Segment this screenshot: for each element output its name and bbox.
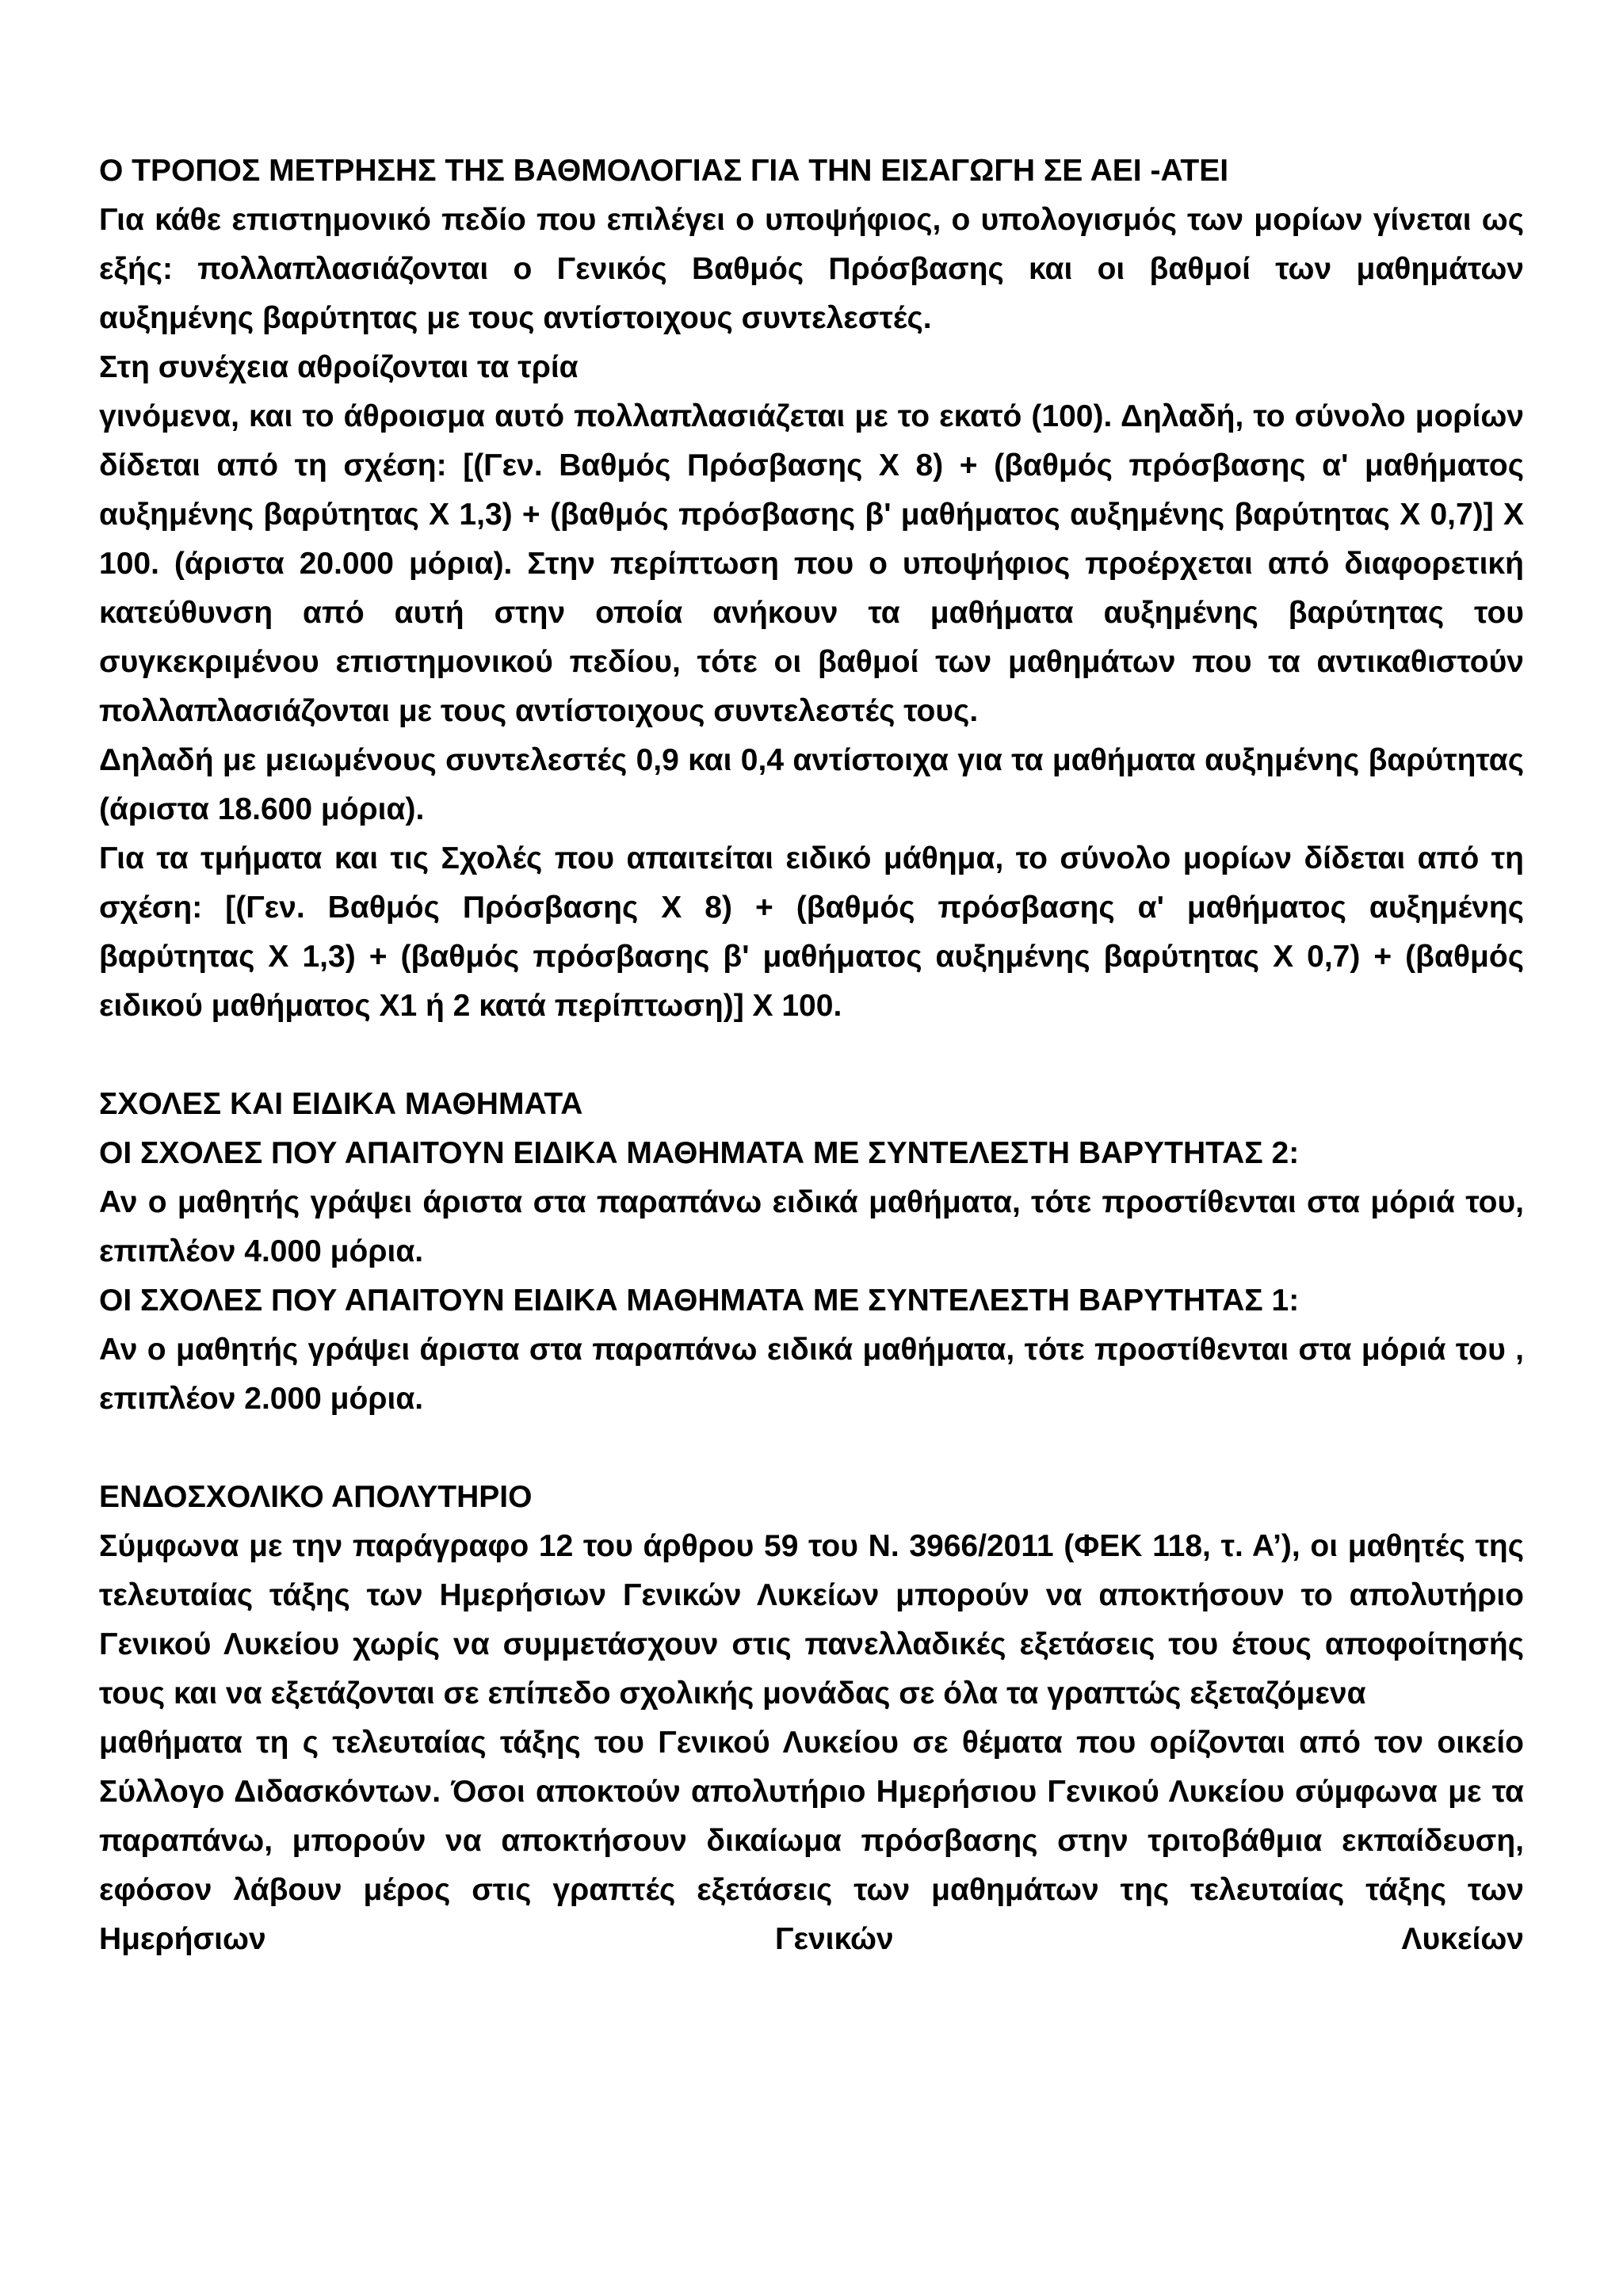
- paragraph-diploma-access: μαθήματα τη ς τελευταίας τάξης του Γενικού Λυκείου σε θέματα που ορίζονται από τον οικείο Σύλλογο Διδασκόντων. Όσοι αποκτούν απολυτήριο Ημερήσιου Γενικού Λυκείου σύμφωνα με τα παραπάνω, μπορούν να αποκτήσουν δικαίωμα πρόσβασης στην τριτοβάθμια εκπαίδευση, εφόσον λάβουν μέρος στις γραπτές εξετάσεις των μαθημάτων της τελευταίας τάξης των Ημερήσιων Γενικών Λυκείων: [99, 1726, 1524, 1956]
- paragraph-diploma-law: Σύμφωνα με την παράγραφο 12 του άρθρου 59 του Ν. 3966/2011 (ΦΕΚ 118, τ. Α’), οι μαθητές της τελευταίας τάξης των Ημερήσιων Γενικών Λυκείων μπορούν να αποκτήσουν το απολυτήριο Γενικού Λυκείου χωρίς να συμμετάσχουν στις πανελλαδικές εξετάσεις του έτους αποφοίτησής τους και να εξετάζονται σε επίπεδο σχολικής μονάδας σε όλα τα γραπτώς εξεταζόμενα: [99, 1529, 1524, 1711]
- spacer: [99, 1031, 1524, 1080]
- paragraph-special-subject-formula: Για τα τμήματα και τις Σχολές που απαιτείται ειδικό μάθημα, το σύνολο μορίων δίδεται από τη σχέση: [(Γεν. Βαθμός Πρόσβασης Χ 8) + (βαθμός πρόσβασης α' μαθήματος αυξημένης βαρύτητας Χ 1,3) + (βαθμός πρόσβασης β' μαθήματος αυξημένης βαρύτητας Χ 0,7) + (βαθμός ειδικού μαθήματος Χ1 ή 2 κατά περίπτωση)] Χ 100.: [99, 841, 1524, 1023]
- section-heading-special-subjects: ΣΧΟΛΕΣ ΚΑΙ ΕΙΔΙΚΑ ΜΑΘΗΜΑΤΑ: [99, 1087, 583, 1121]
- paragraph-bonus-4000: Αν ο μαθητής γράψει άριστα στα παραπάνω ειδικά μαθήματα, τότε προστίθενται στα μόριά του, επιπλέον 4.000 μόρια.: [99, 1185, 1524, 1268]
- paragraph-reduced-coefficients: Δηλαδή με μειωμένους συντελεστές 0,9 και 0,4 αντίστοιχα για τα μαθήματα αυξημένης βαρύτητας (άριστα 18.600 μόρια).: [99, 743, 1524, 826]
- subheading-coefficient-2: ΟΙ ΣΧΟΛΕΣ ΠΟΥ ΑΠΑΙΤΟΥΝ ΕΙΔΙΚΑ ΜΑΘΗΜΑΤΑ ΜΕ ΣΥΝΤΕΛΕΣΤΗ ΒΑΡΥΤΗΤΑΣ 2:: [99, 1136, 1300, 1170]
- spacer: [99, 1424, 1524, 1473]
- paragraph-grading-formula: γινόμενα, και το άθροισμα αυτό πολλαπλασιάζεται με το εκατό (100). Δηλαδή, το σύνολο μορίων δίδεται από τη σχέση: [(Γεν. Βαθμός Πρόσβασης Χ 8) + (βαθμός πρόσβασης α' μαθήματος αυξημένης βαρύτητας Χ 1,3) + (βαθμός πρόσβασης β' μαθήματος αυξημένης βαρύτητας Χ 0,7)] Χ 100. (άριστα 20.000 μόρια). Στην περίπτωση που ο υποψήφιος προέρχεται από διαφορετική κατεύθυνση από αυτή στην οποία ανήκουν τα μαθήματα αυξημένης βαρύτητας του συγκεκριμένου επιστημονικού πεδίου, τότε οι βαθμοί των μαθημάτων που τα αντικαθιστούν πολλαπλασιάζονται με τους αντίστοιχους συντελεστές τους.: [99, 399, 1524, 728]
- paragraph-bonus-2000: Αν ο μαθητής γράψει άριστα στα παραπάνω ειδικά μαθήματα, τότε προστίθενται στα μόριά του , επιπλέον 2.000 μόρια.: [99, 1333, 1524, 1416]
- subheading-coefficient-1: ΟΙ ΣΧΟΛΕΣ ΠΟΥ ΑΠΑΙΤΟΥΝ ΕΙΔΙΚΑ ΜΑΘΗΜΑΤΑ ΜΕ ΣΥΝΤΕΛΕΣΤΗ ΒΑΡΥΤΗΤΑΣ 1:: [99, 1283, 1300, 1318]
- section-heading-school-diploma: ΕΝΔΟΣΧΟΛΙΚΟ ΑΠΟΛΥΤΗΡΙΟ: [99, 1480, 533, 1514]
- section-heading-grading: Ο ΤΡΟΠΟΣ ΜΕΤΡΗΣΗΣ ΤΗΣ ΒΑΘΜΟΛΟΓΙΑΣ ΓΙΑ ΤΗΝ ΕΙΣΑΓΩΓΗ ΣΕ ΑΕΙ -ΑΤΕΙ: [99, 154, 1229, 188]
- paragraph-grading-sum: Στη συνέχεια αθροίζονται τα τρία: [99, 350, 579, 384]
- document-body: [99, 147, 1524, 1964]
- paragraph-grading-intro: Για κάθε επιστημονικό πεδίο που επιλέγει ο υποψήφιος, ο υπολογισμός των μορίων γίνεται ως εξής: πολλαπλασιάζονται ο Γενικός Βαθμός Πρόσβασης και οι βαθμοί των μαθημάτων αυξημένης βαρύτητας με τους αντίστοιχους συντελεστές.: [99, 203, 1524, 335]
